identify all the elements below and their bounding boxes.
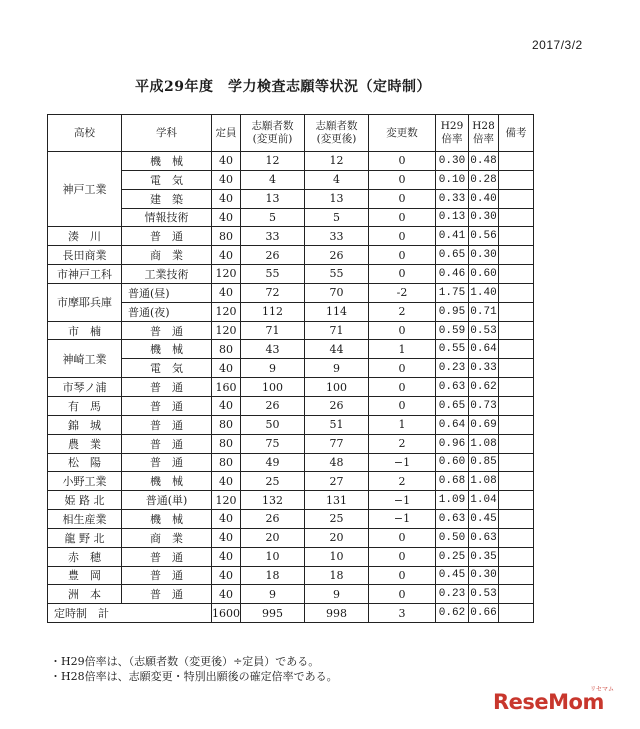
remarks-cell [499, 415, 534, 434]
after-cell: 33 [305, 227, 369, 246]
total-remarks [499, 604, 534, 623]
h29-cell: 0.68 [436, 472, 469, 491]
remarks-cell [499, 491, 534, 510]
capacity-cell: 40 [212, 585, 241, 604]
course-cell: 工業技術 [122, 265, 212, 284]
school-cell: 神崎工業 [48, 340, 122, 378]
remarks-cell [499, 321, 534, 340]
capacity-cell: 40 [212, 396, 241, 415]
capacity-cell: 40 [212, 208, 241, 227]
after-cell: 51 [305, 415, 369, 434]
change-cell: 0 [369, 585, 436, 604]
after-cell: 27 [305, 472, 369, 491]
footnotes [50, 654, 338, 684]
table-row [48, 321, 534, 340]
table-row [48, 227, 534, 246]
school-cell: 相生産業 [48, 510, 122, 529]
remarks-cell [499, 528, 534, 547]
change-cell: 0 [369, 547, 436, 566]
total-label: 定時制 計 [48, 604, 212, 623]
h29-cell: 0.10 [436, 170, 469, 189]
h28-cell: 0.45 [469, 510, 499, 529]
after-cell: 13 [305, 189, 369, 208]
total-after: 998 [305, 604, 369, 623]
h28-cell: 0.53 [469, 585, 499, 604]
capacity-cell: 120 [212, 491, 241, 510]
school-cell: 錦 城 [48, 415, 122, 434]
total-h28: 0.66 [469, 604, 499, 623]
header-remarks: 備考 [499, 115, 534, 152]
h29-cell: 0.33 [436, 189, 469, 208]
capacity-cell: 40 [212, 189, 241, 208]
applications-table [47, 114, 534, 623]
change-cell: 2 [369, 472, 436, 491]
school-cell: 市神戸工科 [48, 265, 122, 284]
change-cell: −1 [369, 453, 436, 472]
course-cell: 建 築 [122, 189, 212, 208]
capacity-cell: 80 [212, 453, 241, 472]
remarks-cell [499, 208, 534, 227]
change-cell: 0 [369, 208, 436, 227]
after-cell: 18 [305, 566, 369, 585]
h29-cell: 0.65 [436, 396, 469, 415]
course-cell: 機 械 [122, 510, 212, 529]
remarks-cell [499, 585, 534, 604]
table-row [48, 283, 534, 302]
table-row [48, 491, 534, 510]
before-cell: 43 [241, 340, 305, 359]
change-cell: 0 [369, 396, 436, 415]
remarks-cell [499, 170, 534, 189]
capacity-cell: 40 [212, 547, 241, 566]
before-cell: 25 [241, 472, 305, 491]
h28-cell: 0.33 [469, 359, 499, 378]
before-cell: 9 [241, 359, 305, 378]
remarks-cell [499, 396, 534, 415]
course-cell: 普通(昼) [122, 283, 212, 302]
capacity-cell: 40 [212, 283, 241, 302]
capacity-cell: 160 [212, 378, 241, 397]
table-row [48, 265, 534, 284]
school-cell: 洲 本 [48, 585, 122, 604]
school-cell: 小野工業 [48, 472, 122, 491]
capacity-cell: 40 [212, 246, 241, 265]
h29-cell: 0.59 [436, 321, 469, 340]
h28-cell: 1.08 [469, 434, 499, 453]
after-cell: 26 [305, 396, 369, 415]
course-cell: 商 業 [122, 528, 212, 547]
remarks-cell [499, 453, 534, 472]
change-cell: 0 [369, 321, 436, 340]
course-cell: 普 通 [122, 585, 212, 604]
h29-cell: 0.95 [436, 302, 469, 321]
change-cell: 0 [369, 246, 436, 265]
remarks-cell [499, 227, 534, 246]
h28-cell: 0.35 [469, 547, 499, 566]
h29-cell: 1.75 [436, 283, 469, 302]
total-change: 3 [369, 604, 436, 623]
remarks-cell [499, 265, 534, 284]
h28-cell: 0.69 [469, 415, 499, 434]
before-cell: 55 [241, 265, 305, 284]
table-row [48, 340, 534, 359]
table-row [48, 472, 534, 491]
h28-cell: 0.40 [469, 189, 499, 208]
school-cell: 農 業 [48, 434, 122, 453]
after-cell: 100 [305, 378, 369, 397]
change-cell: 0 [369, 528, 436, 547]
course-cell: 普 通 [122, 396, 212, 415]
change-cell: −1 [369, 491, 436, 510]
course-cell: 普 通 [122, 453, 212, 472]
remarks-cell [499, 359, 534, 378]
change-cell: −1 [369, 510, 436, 529]
course-cell: 普 通 [122, 547, 212, 566]
after-cell: 70 [305, 283, 369, 302]
total-h29: 0.62 [436, 604, 469, 623]
table-row [48, 434, 534, 453]
school-cell: 市摩耶兵庫 [48, 283, 122, 321]
course-cell: 商 業 [122, 246, 212, 265]
resemom-logo: ReseMom [493, 690, 604, 714]
before-cell: 72 [241, 283, 305, 302]
h28-cell: 0.28 [469, 170, 499, 189]
before-cell: 5 [241, 208, 305, 227]
h29-cell: 0.55 [436, 340, 469, 359]
before-cell: 26 [241, 396, 305, 415]
h28-cell: 0.30 [469, 246, 499, 265]
before-cell: 75 [241, 434, 305, 453]
h28-cell: 0.30 [469, 208, 499, 227]
table-row [48, 453, 534, 472]
before-cell: 4 [241, 170, 305, 189]
total-capacity: 1600 [212, 604, 241, 623]
before-cell: 13 [241, 189, 305, 208]
table-row [48, 585, 534, 604]
before-cell: 26 [241, 510, 305, 529]
h29-cell: 1.09 [436, 491, 469, 510]
h29-cell: 0.60 [436, 453, 469, 472]
after-cell: 44 [305, 340, 369, 359]
course-cell: 普 通 [122, 415, 212, 434]
h29-cell: 0.63 [436, 378, 469, 397]
header-applicants-before: 志願者数 (変更前) [241, 115, 305, 152]
capacity-cell: 40 [212, 566, 241, 585]
before-cell: 12 [241, 152, 305, 171]
remarks-cell [499, 340, 534, 359]
before-cell: 71 [241, 321, 305, 340]
h29-cell: 0.46 [436, 265, 469, 284]
after-cell: 12 [305, 152, 369, 171]
capacity-cell: 40 [212, 359, 241, 378]
course-cell: 普 通 [122, 566, 212, 585]
remarks-cell [499, 302, 534, 321]
after-cell: 131 [305, 491, 369, 510]
change-cell: 2 [369, 434, 436, 453]
h28-cell: 1.08 [469, 472, 499, 491]
h28-cell: 0.73 [469, 396, 499, 415]
h28-cell: 0.62 [469, 378, 499, 397]
before-cell: 132 [241, 491, 305, 510]
after-cell: 9 [305, 585, 369, 604]
school-cell: 豊 岡 [48, 566, 122, 585]
course-cell: 機 械 [122, 340, 212, 359]
h28-cell: 0.53 [469, 321, 499, 340]
header-h29-ratio: H29 倍率 [436, 115, 469, 152]
before-cell: 9 [241, 585, 305, 604]
capacity-cell: 40 [212, 528, 241, 547]
after-cell: 77 [305, 434, 369, 453]
remarks-cell [499, 547, 534, 566]
course-cell: 普通(夜) [122, 302, 212, 321]
h28-cell: 0.85 [469, 453, 499, 472]
before-cell: 20 [241, 528, 305, 547]
table-row [48, 566, 534, 585]
course-cell: 普 通 [122, 434, 212, 453]
remarks-cell [499, 283, 534, 302]
h29-cell: 0.13 [436, 208, 469, 227]
header-course: 学科 [122, 115, 212, 152]
h29-cell: 0.23 [436, 359, 469, 378]
document-date: 2017/3/2 [532, 38, 583, 52]
h29-cell: 0.65 [436, 246, 469, 265]
h28-cell: 1.40 [469, 283, 499, 302]
h28-cell: 0.48 [469, 152, 499, 171]
remarks-cell [499, 378, 534, 397]
table-row [48, 528, 534, 547]
capacity-cell: 40 [212, 152, 241, 171]
h29-cell: 0.64 [436, 415, 469, 434]
school-cell: 湊 川 [48, 227, 122, 246]
capacity-cell: 80 [212, 227, 241, 246]
course-cell: 普 通 [122, 321, 212, 340]
h29-cell: 0.30 [436, 152, 469, 171]
h29-cell: 0.41 [436, 227, 469, 246]
before-cell: 112 [241, 302, 305, 321]
remarks-cell [499, 510, 534, 529]
after-cell: 114 [305, 302, 369, 321]
school-cell: 松 陽 [48, 453, 122, 472]
h28-cell: 0.56 [469, 227, 499, 246]
school-cell: 市琴ノ浦 [48, 378, 122, 397]
remarks-cell [499, 434, 534, 453]
total-row [48, 604, 534, 623]
course-cell: 普 通 [122, 378, 212, 397]
change-cell: 0 [369, 227, 436, 246]
logo-subtext: リセマム [590, 686, 614, 693]
change-cell: 0 [369, 152, 436, 171]
change-cell: 0 [369, 265, 436, 284]
capacity-cell: 40 [212, 170, 241, 189]
after-cell: 9 [305, 359, 369, 378]
header-change: 変更数 [369, 115, 436, 152]
footnote-h29: ・H29倍率は、（志願者数（変更後）÷定員）である。 [50, 655, 320, 668]
school-cell: 龍 野 北 [48, 528, 122, 547]
course-cell: 普通(単) [122, 491, 212, 510]
course-cell: 機 械 [122, 152, 212, 171]
course-cell: 電 気 [122, 170, 212, 189]
table-row [48, 378, 534, 397]
capacity-cell: 120 [212, 265, 241, 284]
page-title: 平成29年度 学力検査志願等状況（定時制） [135, 79, 431, 95]
table-header-row [48, 115, 534, 152]
school-cell: 有 馬 [48, 396, 122, 415]
after-cell: 10 [305, 547, 369, 566]
change-cell: 1 [369, 415, 436, 434]
after-cell: 5 [305, 208, 369, 227]
after-cell: 26 [305, 246, 369, 265]
change-cell: 0 [369, 359, 436, 378]
header-capacity: 定員 [212, 115, 241, 152]
h28-cell: 0.71 [469, 302, 499, 321]
header-h28-ratio: H28 倍率 [469, 115, 499, 152]
course-cell: 電 気 [122, 359, 212, 378]
table-row [48, 396, 534, 415]
change-cell: -2 [369, 283, 436, 302]
table-row [48, 510, 534, 529]
change-cell: 0 [369, 189, 436, 208]
h28-cell: 0.30 [469, 566, 499, 585]
header-applicants-after: 志願者数 (変更後) [305, 115, 369, 152]
school-cell: 赤 穂 [48, 547, 122, 566]
after-cell: 71 [305, 321, 369, 340]
remarks-cell [499, 189, 534, 208]
after-cell: 20 [305, 528, 369, 547]
total-before: 995 [241, 604, 305, 623]
change-cell: 2 [369, 302, 436, 321]
capacity-cell: 80 [212, 434, 241, 453]
footnote-h28: ・H28倍率は、志願変更・特別出願後の確定倍率である。 [50, 670, 338, 683]
h29-cell: 0.96 [436, 434, 469, 453]
remarks-cell [499, 246, 534, 265]
school-cell: 長田商業 [48, 246, 122, 265]
h28-cell: 0.63 [469, 528, 499, 547]
change-cell: 0 [369, 566, 436, 585]
after-cell: 25 [305, 510, 369, 529]
before-cell: 49 [241, 453, 305, 472]
school-cell: 神戸工業 [48, 152, 122, 227]
table-row [48, 547, 534, 566]
change-cell: 1 [369, 340, 436, 359]
school-cell: 市 楠 [48, 321, 122, 340]
before-cell: 10 [241, 547, 305, 566]
table-row [48, 152, 534, 171]
course-cell: 普 通 [122, 227, 212, 246]
h28-cell: 1.04 [469, 491, 499, 510]
remarks-cell [499, 472, 534, 491]
before-cell: 50 [241, 415, 305, 434]
h29-cell: 0.50 [436, 528, 469, 547]
h28-cell: 0.60 [469, 265, 499, 284]
h29-cell: 0.63 [436, 510, 469, 529]
h29-cell: 0.45 [436, 566, 469, 585]
after-cell: 55 [305, 265, 369, 284]
before-cell: 18 [241, 566, 305, 585]
capacity-cell: 80 [212, 340, 241, 359]
school-cell: 姫 路 北 [48, 491, 122, 510]
remarks-cell [499, 566, 534, 585]
capacity-cell: 80 [212, 415, 241, 434]
before-cell: 33 [241, 227, 305, 246]
remarks-cell [499, 152, 534, 171]
course-cell: 機 械 [122, 472, 212, 491]
change-cell: 0 [369, 378, 436, 397]
h29-cell: 0.25 [436, 547, 469, 566]
capacity-cell: 40 [212, 510, 241, 529]
after-cell: 48 [305, 453, 369, 472]
after-cell: 4 [305, 170, 369, 189]
capacity-cell: 120 [212, 321, 241, 340]
h29-cell: 0.23 [436, 585, 469, 604]
before-cell: 26 [241, 246, 305, 265]
header-school: 高校 [48, 115, 122, 152]
table-row [48, 415, 534, 434]
before-cell: 100 [241, 378, 305, 397]
table-row [48, 246, 534, 265]
course-cell: 情報技術 [122, 208, 212, 227]
capacity-cell: 120 [212, 302, 241, 321]
change-cell: 0 [369, 170, 436, 189]
capacity-cell: 40 [212, 472, 241, 491]
h28-cell: 0.64 [469, 340, 499, 359]
